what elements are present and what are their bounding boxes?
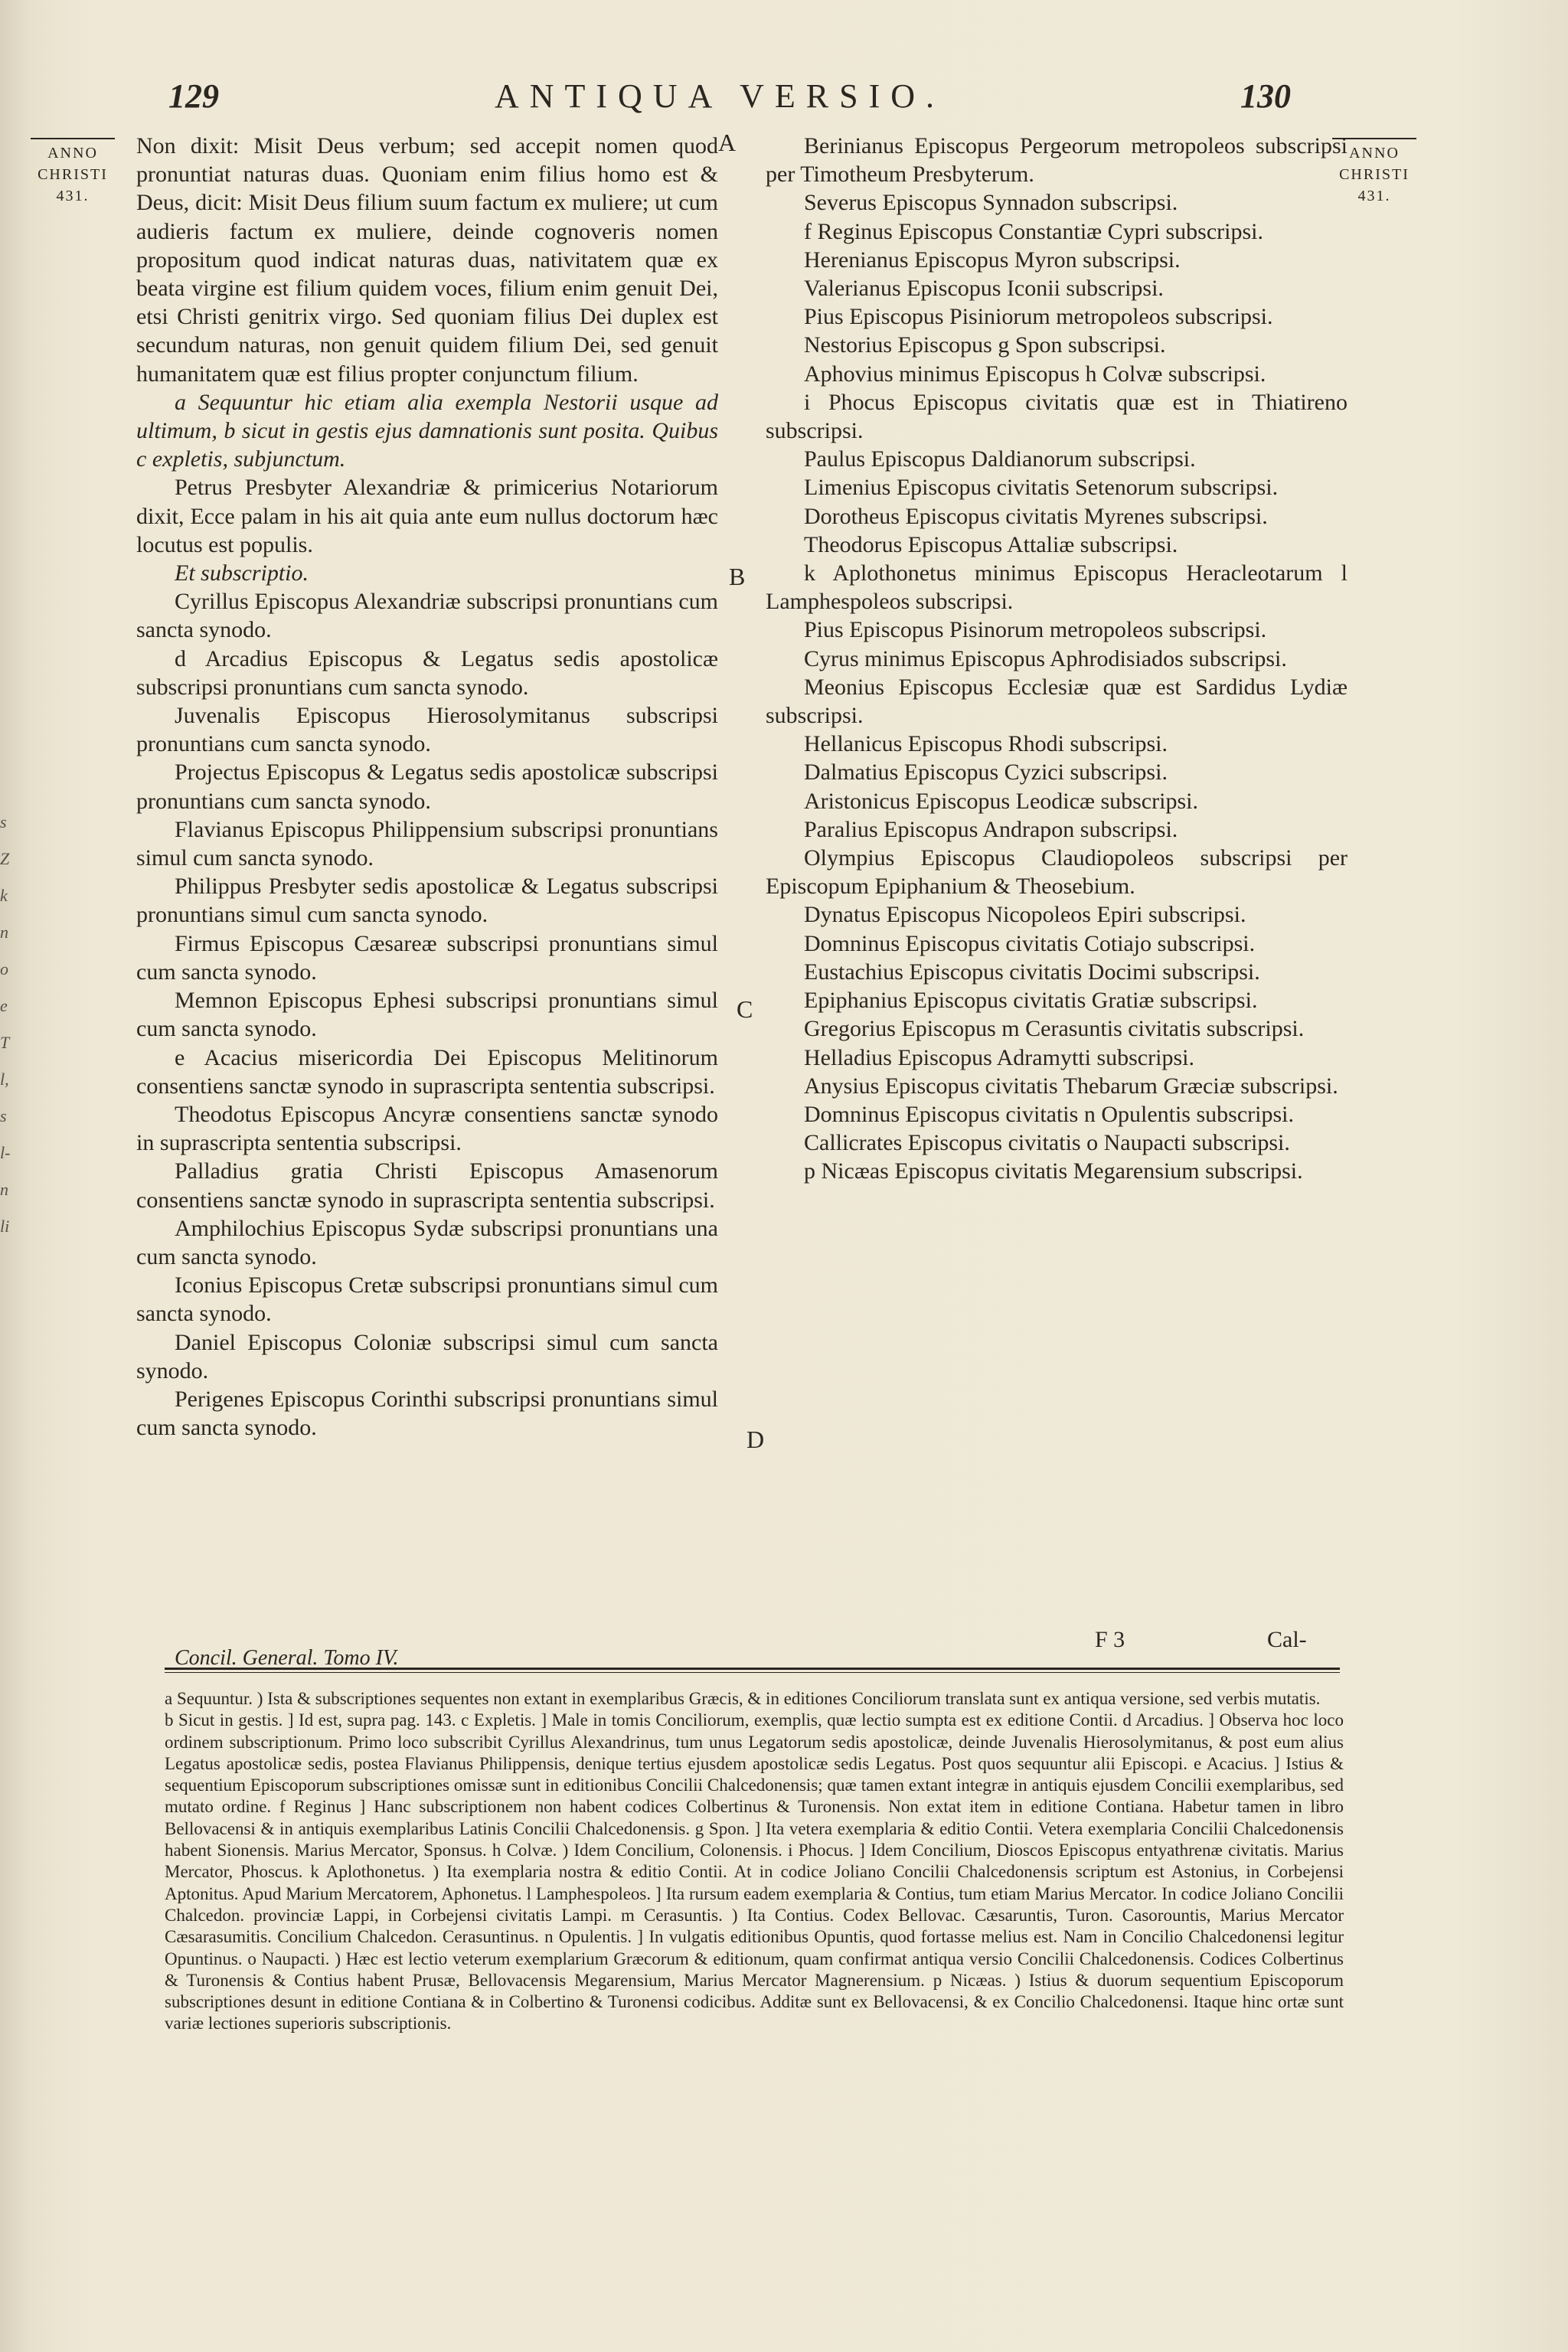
paragraph: Berinianus Episcopus Pergeorum metropoleos subscripsi per Timotheum Presbyterum. bbox=[766, 133, 1348, 188]
paragraph: Paralius Episcopus Andrapon subscripsi. bbox=[804, 816, 1178, 842]
paragraph: Dynatus Episcopus Nicopoleos Epiri subscripsi. bbox=[804, 902, 1246, 928]
catchword-right: Cal- bbox=[1267, 1627, 1307, 1652]
signature-mark: F 3 bbox=[1095, 1627, 1125, 1652]
paragraph: Pius Episcopus Pisinorum metropoleos subscripsi. bbox=[804, 617, 1267, 643]
paragraph: Olympius Episcopus Claudiopoleos subscripsi per Episcopum Epiphanium & Theosebium. bbox=[766, 845, 1348, 900]
paragraph: Palladius gratia Christi Episcopus Amasenorum consentiens sanctæ synodo in suprascripta sententia subscripsi. bbox=[136, 1158, 718, 1213]
paragraph: Limenius Episcopus civitatis Setenorum subscripsi. bbox=[804, 475, 1279, 501]
gutter-mark: l, bbox=[0, 1070, 9, 1089]
paragraph: Juvenalis Episcopus Hierosolymitanus subscripsi pronuntians cum sancta synodo. bbox=[136, 703, 718, 757]
anno-label: ANNO bbox=[1349, 145, 1400, 162]
footnote: a Sequuntur. ) Ista & subscriptiones sequentes non extant in exemplaribus Græcis, & in editiones Conciliorum translata sunt ex antiqua versione, sed verbis mutatis. bbox=[165, 1689, 1321, 1708]
paragraph: Aphovius minimus Episcopus h Colvæ subscripsi. bbox=[804, 361, 1266, 387]
paragraph: Eustachius Episcopus civitatis Docimi subscripsi. bbox=[804, 959, 1260, 985]
paragraph: a Sequuntur hic etiam alia exempla Nestorii usque ad ultimum, b sicut in gestis ejus damnationis sunt posita. Quibus c expletis, subjunctum. bbox=[136, 389, 718, 472]
footnotes bbox=[165, 1688, 1344, 2035]
paragraph: Cyrus minimus Episcopus Aphrodisiados subscripsi. bbox=[804, 645, 1287, 671]
gutter-mark: n bbox=[0, 923, 8, 942]
paragraph: Anysius Episcopus civitatis Thebarum Græciæ subscripsi. bbox=[804, 1073, 1338, 1099]
year-label: 431. bbox=[56, 188, 90, 204]
paragraph: Dorotheus Episcopus civitatis Myrenes subscripsi. bbox=[804, 503, 1268, 529]
paragraph: k Aplothonetus minimus Episcopus Heracleotarum l Lamphespoleos subscripsi. bbox=[766, 560, 1348, 615]
paragraph: p Nicæas Episcopus civitatis Megarensium subscripsi. bbox=[804, 1158, 1303, 1184]
paragraph: f Reginus Episcopus Constantiæ Cypri subscripsi. bbox=[804, 218, 1263, 244]
gutter-mark: l- bbox=[0, 1143, 11, 1162]
paragraph: Amphilochius Episcopus Sydæ subscripsi pronuntians una cum sancta synodo. bbox=[136, 1215, 718, 1269]
paragraph: Helladius Episcopus Adramytti subscripsi. bbox=[804, 1044, 1194, 1070]
paragraph: Cyrillus Episcopus Alexandriæ subscripsi pronuntians cum sancta synodo. bbox=[136, 589, 718, 643]
paragraph: Domninus Episcopus civitatis Cotiajo subscripsi. bbox=[804, 930, 1256, 956]
gutter-mark: e bbox=[0, 996, 8, 1015]
running-header bbox=[122, 77, 1317, 130]
paragraph: Paulus Episcopus Daldianorum subscripsi. bbox=[804, 446, 1196, 472]
paragraph: e Acacius misericordia Dei Episcopus Melitinorum consentiens sanctæ synodo in suprascripta sententia subscripsi. bbox=[136, 1044, 718, 1099]
footnote: b Sicut in gestis. ] Id est, supra pag. 143. c Expletis. ] Male in tomis Conciliorum, exemplis, quæ lectio sumpta est ex editione Contii. d Arcadius. ] Observa hoc loco ordinem subscriptionum. Primo loco subscribit Cyrillus Alexandrinus, tum unus Legatorum sedis apostolicæ, deinde Juvenalis Hierosolymitanus, & post eum alius Legatus apostolicæ sedis, postea Flavianus Philippensis, denique tertius ejusdem apostolicæ sedis Legatus. Post quos sequuntur alii Episcopi. e Acacius. ] Istius & sequentium Episcoporum subscriptiones omissæ sunt in editionibus Concilii Chalcedonensis; quæ tamen extant integræ in antiquis ejusdem Concilii exemplaribus, sed mutato ordine. f Reginus ] Hanc subscriptionem non habent codices Colbertinus & Turonensis. Non extat item in editione Contiana. Habetur tamen in libro Bellovacensi & in antiquis exemplaribus Latinis Concilii Chalcedonensis. g Spon. ] Ita vetera exemplaria & editio Contii. Vetera exemplaria Concilii Chalcedonensis habent Sionensis. Marius Mercator, Sponsus. h Colvæ. ) Idem Concilium, Colonensis. i Phocus. ] Idem Concilium, Dioscos Episcopus entyathrenæ civitatis. Marius Mercator, Phoscus. k Aplothonetus. ) Ita exemplaria nostra & editio Contii. At in codice Joliano Concilii Chalcedonensis scriptum est Astonius, in Corbejensi Aptonitus. Apud Marium Mercatorem, Aphonetus. l Lamphespoleos. ] Ita rursum eadem exemplaria & Contius, tum etiam Marius Mercator. In codice Joliano Concilii Chalcedon. provinciæ Lappi, in Corbejensi civitatis Lampi. m Cerasuntis. ) Ita Contius. Codex Bellovac. Cæsaruntis, Turon. Casorountis, Marius Mercator Cæsarasumitis. Concilium Chalcedon. Cerasuntinus. n Opulentis. ] In vulgatis editionibus Opuntis, quod fortasse melius est. Nam in Concilio Chalcedonensi legitur Opuntinus. o Naupacti. ) Hæc est lectio veterum exemplarium Græcorum & editionum, quam confirmat antiqua versio Concilii Chalcedonensis. Codices Colbertinus & Turonensis & Contius habent Prusæ, Bellovacensis Megarensium, Marius Mercator Magnerensium. p Nicæas. ) Istius & duorum sequentium Episcoporum subscriptiones desunt in editione Contiana & in Colbertino & Turonensi codicibus. Additæ sunt ex Bellovacensi, & ex Concilio Chalcedonensi. Itaque hinc ortæ sunt variæ lectiones superioris subscriptionis. bbox=[165, 1710, 1344, 2034]
gutter-mark: o bbox=[0, 959, 8, 978]
section-letter-a: A bbox=[718, 129, 737, 156]
paragraph: Firmus Episcopus Cæsareæ subscripsi pronuntians simul cum sancta synodo. bbox=[136, 930, 718, 985]
section-letter-c: C bbox=[737, 995, 753, 1023]
paragraph: Gregorius Episcopus m Cerasuntis civitatis subscripsi. bbox=[804, 1016, 1305, 1042]
catchword-left: Concil. General. Tomo IV. bbox=[175, 1646, 399, 1670]
paragraph: Domninus Episcopus civitatis n Opulentis subscripsi. bbox=[804, 1101, 1294, 1127]
paragraph: Non dixit: Misit Deus verbum; sed accepit nomen quod pronuntiat naturas duas. Quoniam enim filius homo est & Deus, dicit: Misit Deus filium suum factum ex muliere; ut cum audieris factum ex muliere, deinde cognoveris nomen propositum quod indicat naturas duas, nativitatem quæ ex beata virgine est filium quidem voces, filium enim genuit Dei, etsi Christi genitrix virgo. Sed quoniam filius Dei duplex est secundum naturas, non genuit quidem filium Dei, sed genuit humanitatem quæ est filius propter conjunctum filium. bbox=[136, 133, 718, 387]
paragraph: Herenianus Episcopus Myron subscripsi. bbox=[804, 247, 1181, 273]
paragraph: Valerianus Episcopus Iconii subscripsi. bbox=[804, 276, 1164, 302]
paragraph: Daniel Episcopus Coloniæ subscripsi simul cum sancta synodo. bbox=[136, 1329, 718, 1383]
footnote-rule-thin bbox=[165, 1672, 1340, 1673]
section-letter-b: B bbox=[729, 563, 746, 590]
christi-label: CHRISTI bbox=[38, 166, 108, 183]
paragraph: Memnon Episcopus Ephesi subscripsi pronuntians simul cum sancta synodo. bbox=[136, 988, 718, 1042]
paragraph: Nestorius Episcopus g Spon subscripsi. bbox=[804, 332, 1166, 358]
anno-label: ANNO bbox=[47, 145, 98, 162]
paragraph: Aristonicus Episcopus Leodicæ subscripsi. bbox=[804, 788, 1198, 814]
page-number-right: 130 bbox=[1240, 77, 1291, 115]
paragraph: Flavianus Episcopus Philippensium subscripsi pronuntians simul cum sancta synodo. bbox=[136, 816, 718, 871]
year-label: 431. bbox=[1357, 188, 1391, 204]
right-column bbox=[766, 132, 1348, 1186]
christi-label: CHRISTI bbox=[1339, 166, 1410, 183]
paragraph: Callicrates Episcopus civitatis o Naupacti subscripsi. bbox=[804, 1130, 1290, 1156]
gutter-mark: s bbox=[0, 1106, 7, 1125]
anno-rule bbox=[31, 138, 115, 139]
paragraph: Dalmatius Episcopus Cyzici subscripsi. bbox=[804, 760, 1168, 786]
paragraph: i Phocus Episcopus civitatis quæ est in Thiatireno subscripsi. bbox=[766, 389, 1348, 444]
paragraph: Perigenes Episcopus Corinthi subscripsi pronuntians simul cum sancta synodo. bbox=[136, 1386, 718, 1441]
paragraph: Meonius Episcopus Ecclesiæ quæ est Sardidus Lydiæ subscripsi. bbox=[766, 674, 1348, 729]
gutter-mark: li bbox=[0, 1217, 10, 1236]
anno-christi-left bbox=[31, 138, 115, 207]
gutter-mark: n bbox=[0, 1180, 8, 1199]
paragraph: Iconius Episcopus Cretæ subscripsi pronuntians simul cum sancta synodo. bbox=[136, 1272, 718, 1327]
paragraph: Theodotus Episcopus Ancyræ consentiens sanctæ synodo in suprascripta sententia subscripsi. bbox=[136, 1101, 718, 1156]
paragraph: Hellanicus Episcopus Rhodi subscripsi. bbox=[804, 731, 1168, 757]
paragraph: Pius Episcopus Pisiniorum metropoleos subscripsi. bbox=[804, 304, 1273, 330]
paragraph: Petrus Presbyter Alexandriæ & primicerius Notariorum dixit, Ecce palam in his ait quia ante eum nullus doctorum hæc locutus est populis. bbox=[136, 475, 718, 557]
gutter-mark: s bbox=[0, 812, 7, 831]
gutter-mark: k bbox=[0, 886, 8, 905]
running-title: ANTIQUA VERSIO. bbox=[494, 77, 946, 115]
paragraph: Severus Episcopus Synnadon subscripsi. bbox=[804, 190, 1178, 216]
paragraph: Projectus Episcopus & Legatus sedis apostolicæ subscripsi pronuntians cum sancta synodo. bbox=[136, 760, 718, 814]
paragraph: Philippus Presbyter sedis apostolicæ & Legatus subscripsi pronuntians simul cum sancta synodo. bbox=[136, 874, 718, 928]
page-number-left: 129 bbox=[168, 77, 219, 115]
paragraph: Et subscriptio. bbox=[175, 560, 309, 586]
paragraph: d Arcadius Episcopus & Legatus sedis apostolicæ subscripsi pronuntians cum sancta synodo. bbox=[136, 645, 718, 700]
gutter-mark: T bbox=[0, 1033, 10, 1052]
paragraph: Theodorus Episcopus Attaliæ subscripsi. bbox=[804, 531, 1178, 557]
gutter-mark: Z bbox=[0, 849, 10, 868]
left-column bbox=[136, 132, 718, 1442]
section-letter-d: D bbox=[746, 1426, 765, 1453]
gutter-marks bbox=[0, 804, 21, 1245]
paragraph: Epiphanius Episcopus civitatis Gratiæ subscripsi. bbox=[804, 988, 1258, 1014]
